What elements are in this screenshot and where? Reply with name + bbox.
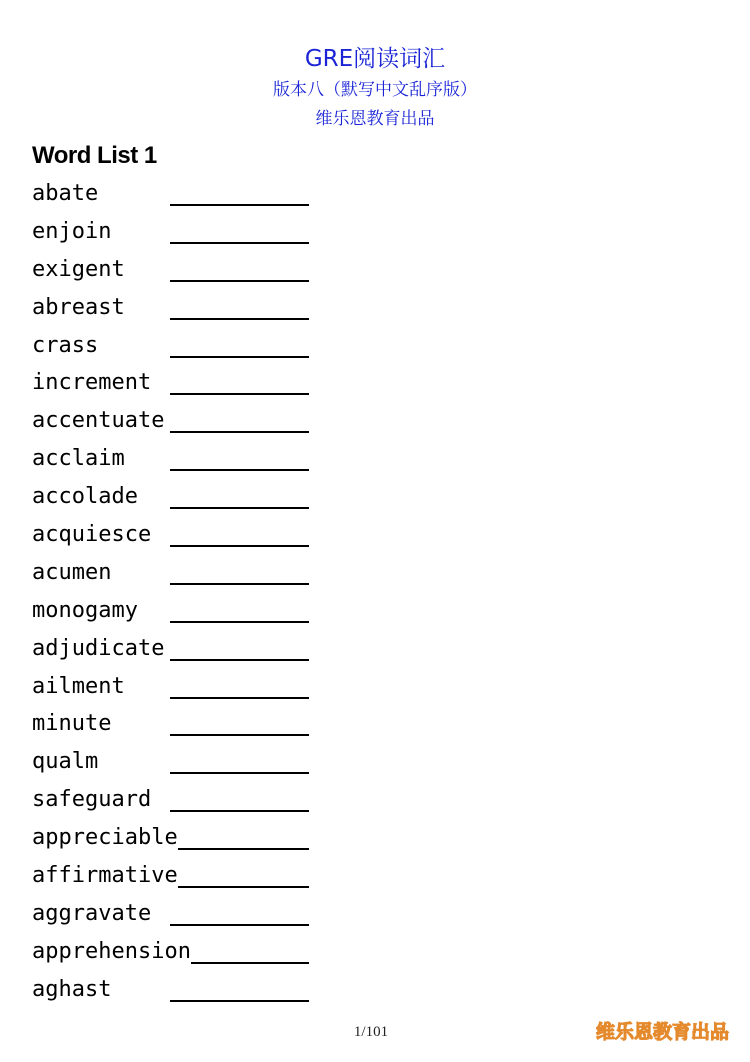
word-row (32, 289, 332, 327)
word-text: safeguard (32, 787, 152, 813)
word-text: monogamy (32, 597, 138, 623)
word-list-heading: Word List 1 (32, 142, 157, 169)
word-text: aghast (32, 976, 112, 1002)
word-row (32, 857, 332, 895)
word-text: abreast (32, 294, 125, 320)
word-row (32, 668, 332, 706)
answer-blank-line (170, 621, 309, 623)
word-text: adjudicate (32, 635, 165, 661)
answer-blank-line (170, 356, 309, 358)
word-text: exigent (32, 256, 125, 282)
word-text: accolade (32, 484, 138, 510)
word-text: ailment (32, 673, 125, 699)
word-row (32, 819, 332, 857)
word-row (32, 402, 332, 440)
answer-blank-line (170, 280, 309, 282)
word-text: crass (32, 332, 99, 358)
word-row (32, 478, 332, 516)
answer-blank-line (170, 242, 309, 244)
answer-blank-line (170, 697, 309, 699)
answer-blank-line (170, 734, 309, 736)
word-text: acumen (32, 559, 112, 585)
word-text: abate (32, 181, 99, 206)
answer-blank-line (170, 772, 309, 774)
answer-blank-line (170, 924, 309, 926)
word-row (32, 781, 332, 819)
word-text: accentuate (32, 408, 165, 434)
word-row (32, 251, 332, 289)
answer-blank-line (170, 469, 309, 471)
word-text: increment (32, 370, 152, 396)
word-row (32, 554, 332, 592)
answer-blank-line (170, 393, 309, 395)
word-row (32, 971, 332, 1009)
word-row (32, 440, 332, 478)
answer-blank-line (170, 583, 309, 585)
answer-blank-line (170, 431, 309, 433)
document-publisher: 维乐恩教育出品 (315, 109, 435, 129)
word-text: minute (32, 711, 112, 737)
word-row (32, 592, 332, 630)
answer-blank-line (170, 1000, 309, 1002)
word-text: affirmative (32, 863, 178, 889)
answer-blank-line (170, 545, 309, 547)
document-subtitle: 版本八（默写中文乱序版） (273, 80, 477, 100)
word-row (32, 327, 332, 365)
document-header (0, 42, 750, 134)
word-row (32, 364, 332, 402)
word-row (32, 516, 332, 554)
word-row (32, 630, 332, 668)
word-row (32, 933, 332, 971)
word-row (32, 175, 332, 213)
word-text: enjoin (32, 218, 112, 244)
word-row (32, 895, 332, 933)
answer-blank-line (191, 962, 309, 964)
word-text: appreciable (32, 825, 178, 851)
answer-blank-line (178, 848, 309, 850)
answer-blank-line (170, 507, 309, 509)
answer-blank-line (170, 659, 309, 661)
word-list (32, 175, 332, 1009)
document-title: GRE阅读词汇 (304, 46, 446, 72)
word-text: acclaim (32, 446, 125, 472)
word-row (32, 743, 332, 781)
word-text: qualm (32, 749, 99, 775)
answer-blank-line (170, 810, 309, 812)
answer-blank-line (170, 204, 309, 206)
publisher-watermark: 维乐恩教育出品 (595, 1021, 729, 1043)
answer-blank-line (178, 886, 309, 888)
answer-blank-line (170, 318, 309, 320)
page-number: 1/101 (353, 1024, 389, 1040)
word-text: acquiesce (32, 522, 152, 548)
word-text: apprehension (32, 938, 191, 964)
word-row (32, 705, 332, 743)
word-text: aggravate (32, 900, 152, 926)
word-row (32, 213, 332, 251)
